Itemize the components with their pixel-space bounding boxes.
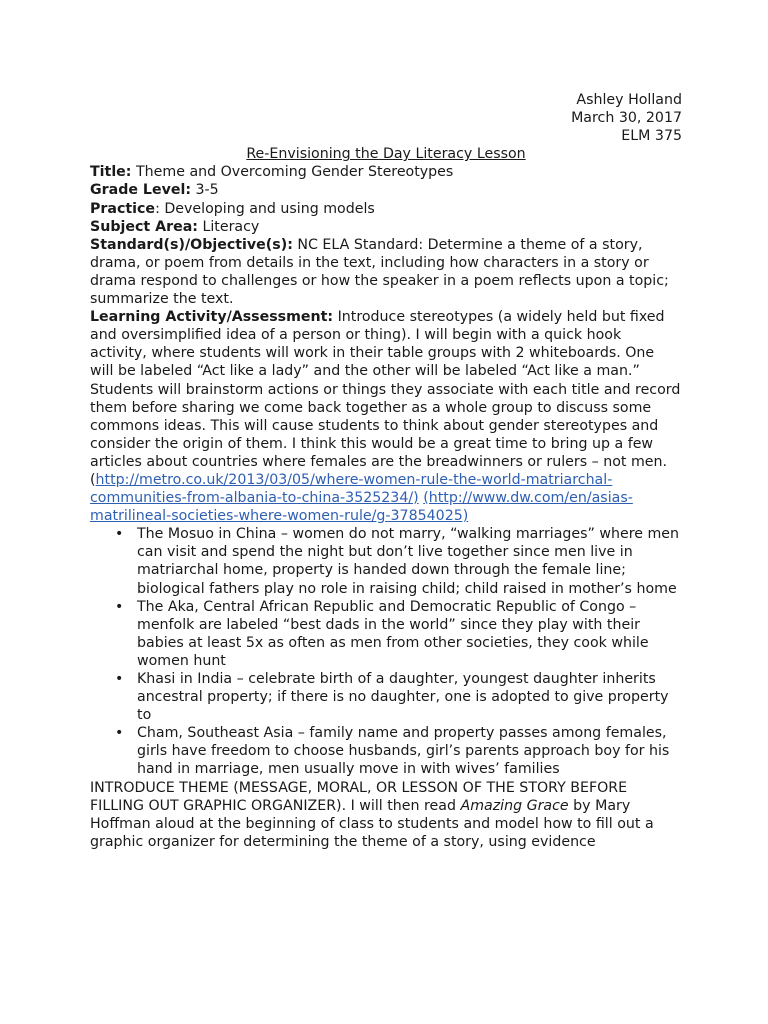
practice-label: Practice <box>90 200 156 217</box>
standard-value: NC ELA Standard: Determine a theme of a story, drama, or poem from details in the text, including how characters in a story or drama respond to challenges or how the speaker in a poem reflects upon a topic; summarize the text. <box>90 236 669 308</box>
theme-text-before: INTRODUCE THEME (MESSAGE, MORAL, OR LESSON OF THE STORY BEFORE FILLING OUT GRAPHIC ORGANIZER). I will then read <box>90 779 628 814</box>
theme-text-after: by Mary Hoffman aloud at the beginning of class to students and model how to fill out a graphic organizer for determining the theme of a story, using evidence <box>90 797 654 850</box>
activity-label: Learning Activity/Assessment: <box>90 309 334 326</box>
list-item-mosuo: • The Mosuo in China – women do not marry, “walking marriages” where men can visit and spend the night but don’t live together since men live in matriarchal home, property is handed down through the female line; biological fathers play no role in raising child; child raised in mother’s home <box>137 525 682 597</box>
document-date: March 30, 2017 <box>571 110 682 127</box>
society-list <box>90 525 682 778</box>
book-title: Amazing Grace <box>460 797 569 814</box>
grade-level-label: Grade Level: <box>90 182 192 199</box>
practice-field <box>90 200 682 218</box>
author-name: Ashley Holland <box>576 92 682 108</box>
title-field <box>90 163 682 181</box>
dw-article-link[interactable]: (http://www.dw.com/en/asias-matrilineal-societies-where-women-rule/g-37854025) <box>90 490 633 525</box>
title-value: Theme and Overcoming Gender Stereotypes <box>131 164 454 181</box>
list-item-aka: • The Aka, Central African Republic and Democratic Republic of Congo – menfolk are labeled “best dads in the world” since they play with their babies at least 5x as often as men from other societies, they cook while women hunt <box>137 598 682 670</box>
grade-level-value: 3-5 <box>191 182 219 199</box>
activity-field <box>90 308 682 525</box>
activity-value: Introduce stereotypes (a widely held but fixed and oversimplified idea of a person or thing). I will begin with a quick hook activity, where students will work in their table groups with 2 whiteboards. One will be labeled “Act like a lady” and the other will be labeled “Act like a man.” Students will brainstorm actions or things they associate with each title and record them before sharing we come back together as a whole group to discuss some commons ideas. This will cause students to think about gender stereotypes and consider the origin of them. I think this would be a great time to bring up a few articles about countries where females are the breadwinners or rulers – not men. <box>90 309 681 470</box>
standard-field <box>90 236 682 308</box>
grade-level-field <box>90 181 682 199</box>
list-item-khasi: • Khasi in India – celebrate birth of a daughter, youngest daughter inherits ancestral property; if there is no daughter, one is adopted to give property to <box>137 670 682 724</box>
list-item-cham: • Cham, Southeast Asia – family name and property passes among females, girls have freedom to choose husbands, girl’s parents approach boy for his hand in marriage, men usually move in with wives’ families <box>137 724 682 778</box>
open-paren: ( <box>90 471 96 488</box>
document-body <box>90 91 682 851</box>
title-label: Title: <box>90 164 132 181</box>
subject-area-label: Subject Area: <box>90 218 198 235</box>
document-title: Re-Envisioning the Day Literacy Lesson <box>246 146 526 163</box>
theme-paragraph <box>90 779 682 851</box>
course-code: ELM 375 <box>621 128 682 145</box>
metro-article-link[interactable]: http://metro.co.uk/2013/03/05/where-women-rule-the-world-matriarchal-communities-from-albania-to-china-3525234/) <box>90 471 613 507</box>
subject-area-value: Literacy <box>197 218 260 235</box>
standard-label: Standard(s)/Objective(s): <box>90 236 293 253</box>
subject-area-field <box>90 218 682 236</box>
practice-value: : Developing and using models <box>155 200 375 217</box>
